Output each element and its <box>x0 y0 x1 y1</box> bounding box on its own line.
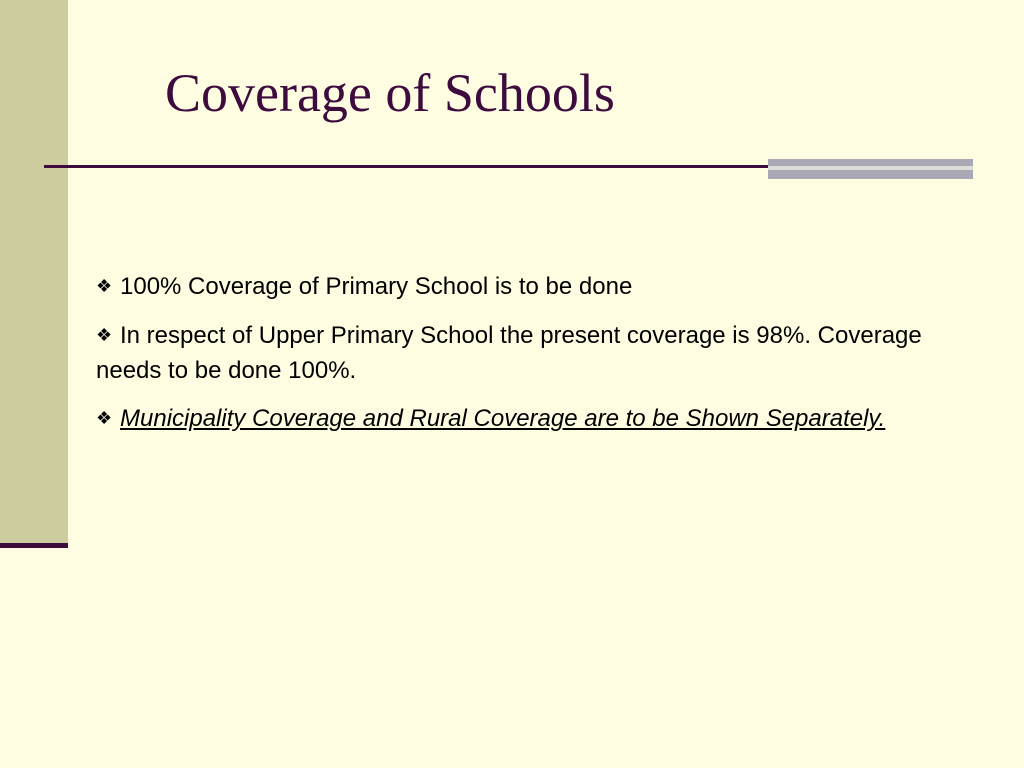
four-diamond-bullet-icon: ❖ <box>96 324 113 345</box>
left-decorative-bar <box>0 0 68 545</box>
bullet-item <box>96 270 956 305</box>
title-rule-accent-block <box>768 159 973 179</box>
title-underline-rule <box>44 165 768 168</box>
bullet-list <box>96 270 956 451</box>
slide-title: Coverage of Schools <box>165 63 615 123</box>
four-diamond-bullet-icon: ❖ <box>96 408 113 429</box>
bullet-item <box>96 319 956 389</box>
bullet-text-emphasized: Municipality Coverage and Rural Coverage are to be Shown Separately. <box>120 405 886 433</box>
bullet-text: 100% Coverage of Primary School is to be done <box>120 273 633 300</box>
bullet-text: In respect of Upper Primary School the present coverage is 98%. Coverage needs to be done 100%. <box>96 321 922 384</box>
accent-stripe-top <box>768 159 973 166</box>
bullet-item <box>96 402 956 437</box>
left-bar-accent-line <box>0 543 68 548</box>
four-diamond-bullet-icon: ❖ <box>96 276 113 296</box>
accent-stripe-bottom <box>768 170 973 179</box>
